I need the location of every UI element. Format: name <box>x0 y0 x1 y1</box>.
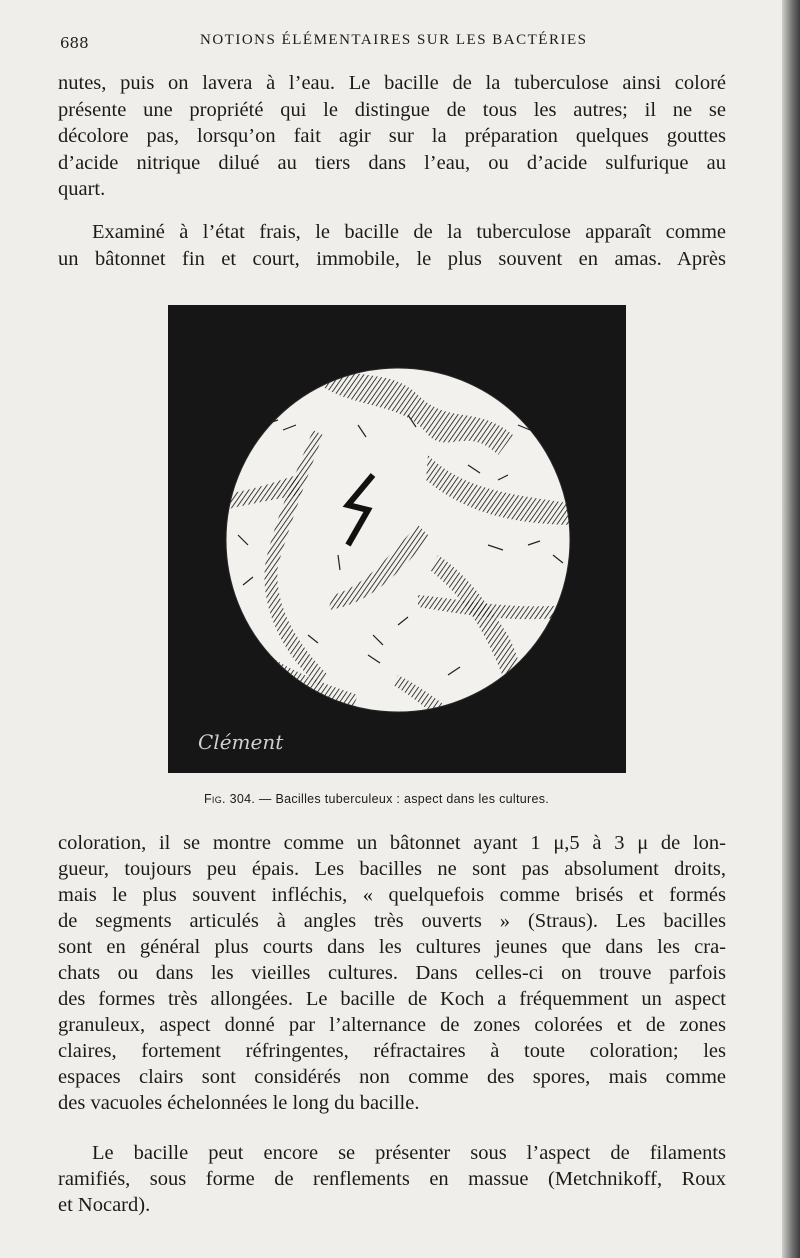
paragraph-continuation <box>58 70 726 203</box>
caption-text: — Bacilles tuberculeux : aspect dans les cultures. <box>255 792 550 806</box>
microscope-figure <box>168 305 626 773</box>
page-header <box>60 30 740 54</box>
text-line: nutes, puis on lavera à l’eau. Le bacille de la tuberculose ainsi coloré <box>58 72 726 94</box>
text-line: espaces clairs sont considérés non comme des spores, mais comme <box>58 1066 726 1088</box>
caption-figure-number: Fig. 304. <box>204 792 256 806</box>
text-line: mais le plus souvent infléchis, « quelquefois comme brisés et formés <box>58 884 726 906</box>
text-line: présente une propriété qui le distingue de tous les autres; il ne se <box>58 98 726 121</box>
paragraph-coloration <box>58 830 726 1116</box>
text-line: granuleux, aspect donné par l’alternance de zones colorées et de zones <box>58 1014 726 1036</box>
paragraph-fresh-state <box>58 219 726 272</box>
binding-gutter <box>782 0 800 1258</box>
text-line: des formes très allongées. Le bacille de Koch a fréquemment un aspect <box>58 988 726 1010</box>
text-line: chats ou dans les vieilles cultures. Dans celles-ci on trouve parfois <box>58 962 726 984</box>
microscope-field-illustration <box>168 305 626 773</box>
artist-signature: Clément <box>198 730 284 754</box>
text-line: décolore pas, lorsqu’on fait agir sur la préparation quelques gouttes <box>58 125 726 147</box>
text-line: sont en général plus courts dans les cultures jeunes que dans les cra- <box>58 936 726 958</box>
text-line: des vacuoles échelonnées le long du bacille. <box>58 1092 420 1114</box>
text-line: Le bacille peut encore se présenter sous l’aspect de filaments <box>92 1142 726 1164</box>
text-line: un bâtonnet fin et court, immobile, le plus souvent en amas. Après <box>58 247 726 270</box>
text-line: Examiné à l’état frais, le bacille de la tuberculose apparaît comme <box>92 221 726 243</box>
text-line: de segments articulés à angles très ouverts » (Straus). Les bacilles <box>58 910 726 932</box>
text-line: ramifiés, sous forme de renflements en massue (Metchnikoff, Roux <box>58 1168 726 1190</box>
text-line: claires, fortement réfringentes, réfractaires à toute coloration; les <box>58 1040 726 1062</box>
running-title: NOTIONS ÉLÉMENTAIRES SUR LES BACTÉRIES <box>200 32 588 48</box>
figure-caption <box>204 792 549 806</box>
text-line: quart. <box>58 178 106 200</box>
page-number: 688 <box>60 34 89 52</box>
text-line: gueur, toujours peu épais. Les bacilles ne sont pas absolument droits, <box>58 858 726 880</box>
text-line: coloration, il se montre comme un bâtonnet ayant 1 μ,5 à 3 μ de lon- <box>58 832 726 854</box>
paragraph-filaments <box>58 1140 726 1218</box>
text-line: et Nocard). <box>58 1194 151 1216</box>
text-line: d’acide nitrique dilué au tiers dans l’eau, ou d’acide sulfurique au <box>58 151 726 174</box>
